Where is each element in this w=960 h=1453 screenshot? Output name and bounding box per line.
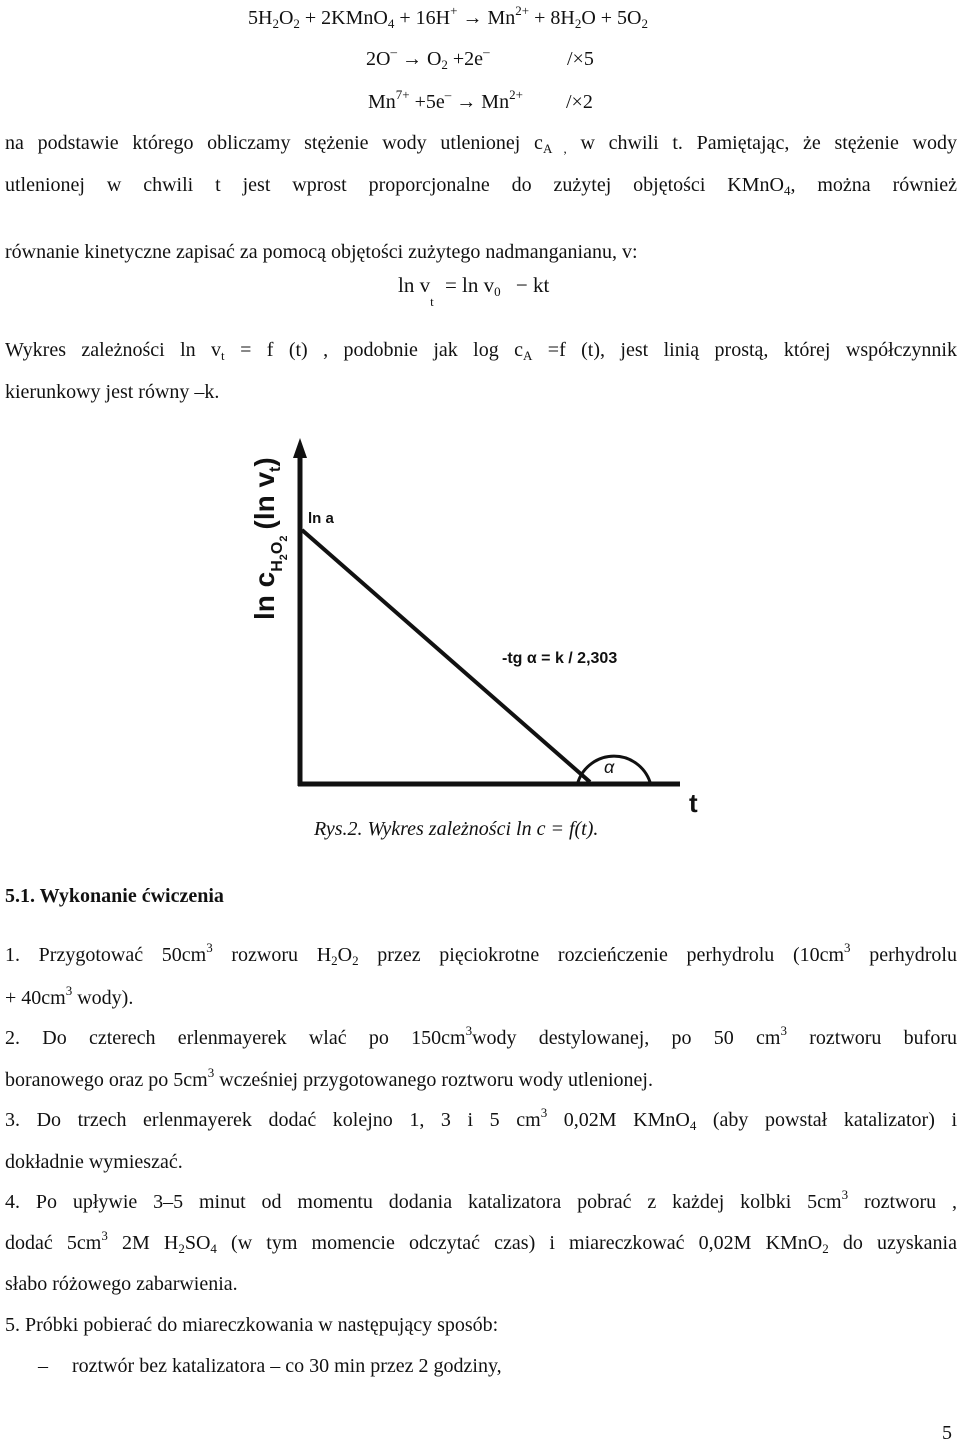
overall-reaction: $5H_2O_2$ + 2KMnO$_4$ + $16H^+ \to Mn^{2+} + 8H_2O + 5O_2$ bbox=[248, 3, 648, 31]
para2-line2: kierunkowy jest równy –k. bbox=[5, 381, 220, 403]
step2-line2: boranowego oraz po $5cm^3$ wcześniej przygotowanego roztworu wody utlenionej. bbox=[5, 1065, 653, 1091]
step4-line2: dodać $5cm^3$ 2M $H_2SO_4$ (w tym momencie odczytać czas) i miareczkować 0,02M KMnO$_2$ do uzyskania bbox=[5, 1228, 957, 1256]
step1-line1: 1. Przygotować $50cm^3$ rozworu $H_2O_2$ przez pięciokrotne rozcieńczenie perhydrolu ($10cm^3$ perhydrolu bbox=[5, 940, 957, 968]
bullet-dash: – bbox=[38, 1355, 48, 1377]
step3-line2: dokładnie wymieszać. bbox=[5, 1151, 183, 1173]
step5-line1: 5. Próbki pobierać do miareczkowania w następujący sposób: bbox=[5, 1314, 499, 1336]
step1-line2: + $40cm^3$ wody). bbox=[5, 983, 134, 1009]
section-heading: 5.1. Wykonanie ćwiczenia bbox=[5, 885, 224, 907]
intercept-label: ln a bbox=[308, 510, 334, 527]
para1-line3: równanie kinetyczne zapisać za pomocą objętości zużytego nadmanganianu, v: bbox=[5, 241, 638, 263]
angle-label: α bbox=[604, 757, 615, 777]
para2-line1: Wykres zależności $\ln v_t = f$ (t) , podobnie jak $\log c_A =f$ (t), jest linią prostą, której współczynnik bbox=[5, 339, 957, 363]
step4-line3: słabo różowego zabarwienia. bbox=[5, 1273, 238, 1295]
step4-line1: 4. Po upływie 3–5 minut od momentu dodania katalizatora pobrać z każdej kolbki $5cm^3$ roztworu , bbox=[5, 1187, 957, 1213]
step3-line1: 3. Do trzech erlenmayerek dodać kolejno 1, 3 i 5 $cm^3$ 0,02M KMnO$_4$ (aby powstał katalizator) i bbox=[5, 1105, 958, 1133]
half-reaction-reduction-multiplier: /×2 bbox=[566, 91, 593, 113]
y-axis-arrow bbox=[293, 438, 307, 458]
bullet-item-1: roztwór bez katalizatora – co 30 min przez 2 godziny, bbox=[72, 1355, 502, 1377]
y-axis-label: $\ln c_H2O2(\ln$ $v_t$) bbox=[249, 457, 290, 620]
slope-label: -tg α = k / 2,303 bbox=[502, 650, 618, 667]
x-axis-label: t bbox=[689, 788, 698, 818]
para1-line1: na podstawie którego obliczamy stężenie wody utlenionej $c_{A ,}$ w chwili t. Pamiętając, że stężenie wody bbox=[5, 132, 958, 156]
figure-caption: Rys.2. Wykres zależności ln c = f(t). bbox=[314, 818, 599, 840]
page-number: 5 bbox=[942, 1422, 952, 1444]
half-reaction-oxidation-multiplier: /×5 bbox=[567, 48, 594, 70]
para1-line2: utlenionej w chwili t jest wprost proporcjonalne do zużytej objętości KMnO$_4$, można również bbox=[5, 174, 957, 198]
half-reaction-reduction: $Mn^{7+} +5e^- \to Mn^{2+}$ bbox=[368, 87, 523, 113]
kinetics-plot bbox=[230, 430, 710, 820]
step2-line1: 2. Do czterech erlenmayerek wlać po $150cm^3wody$ destylowanej, po 50 $cm^3$ roztworu buforu bbox=[5, 1023, 957, 1049]
half-reaction-oxidation: $2O^- \to O_2 +2e^-$ bbox=[366, 44, 490, 72]
kinetic-equation: $\ln v_t = \ln v_0$ − kt bbox=[398, 273, 550, 309]
